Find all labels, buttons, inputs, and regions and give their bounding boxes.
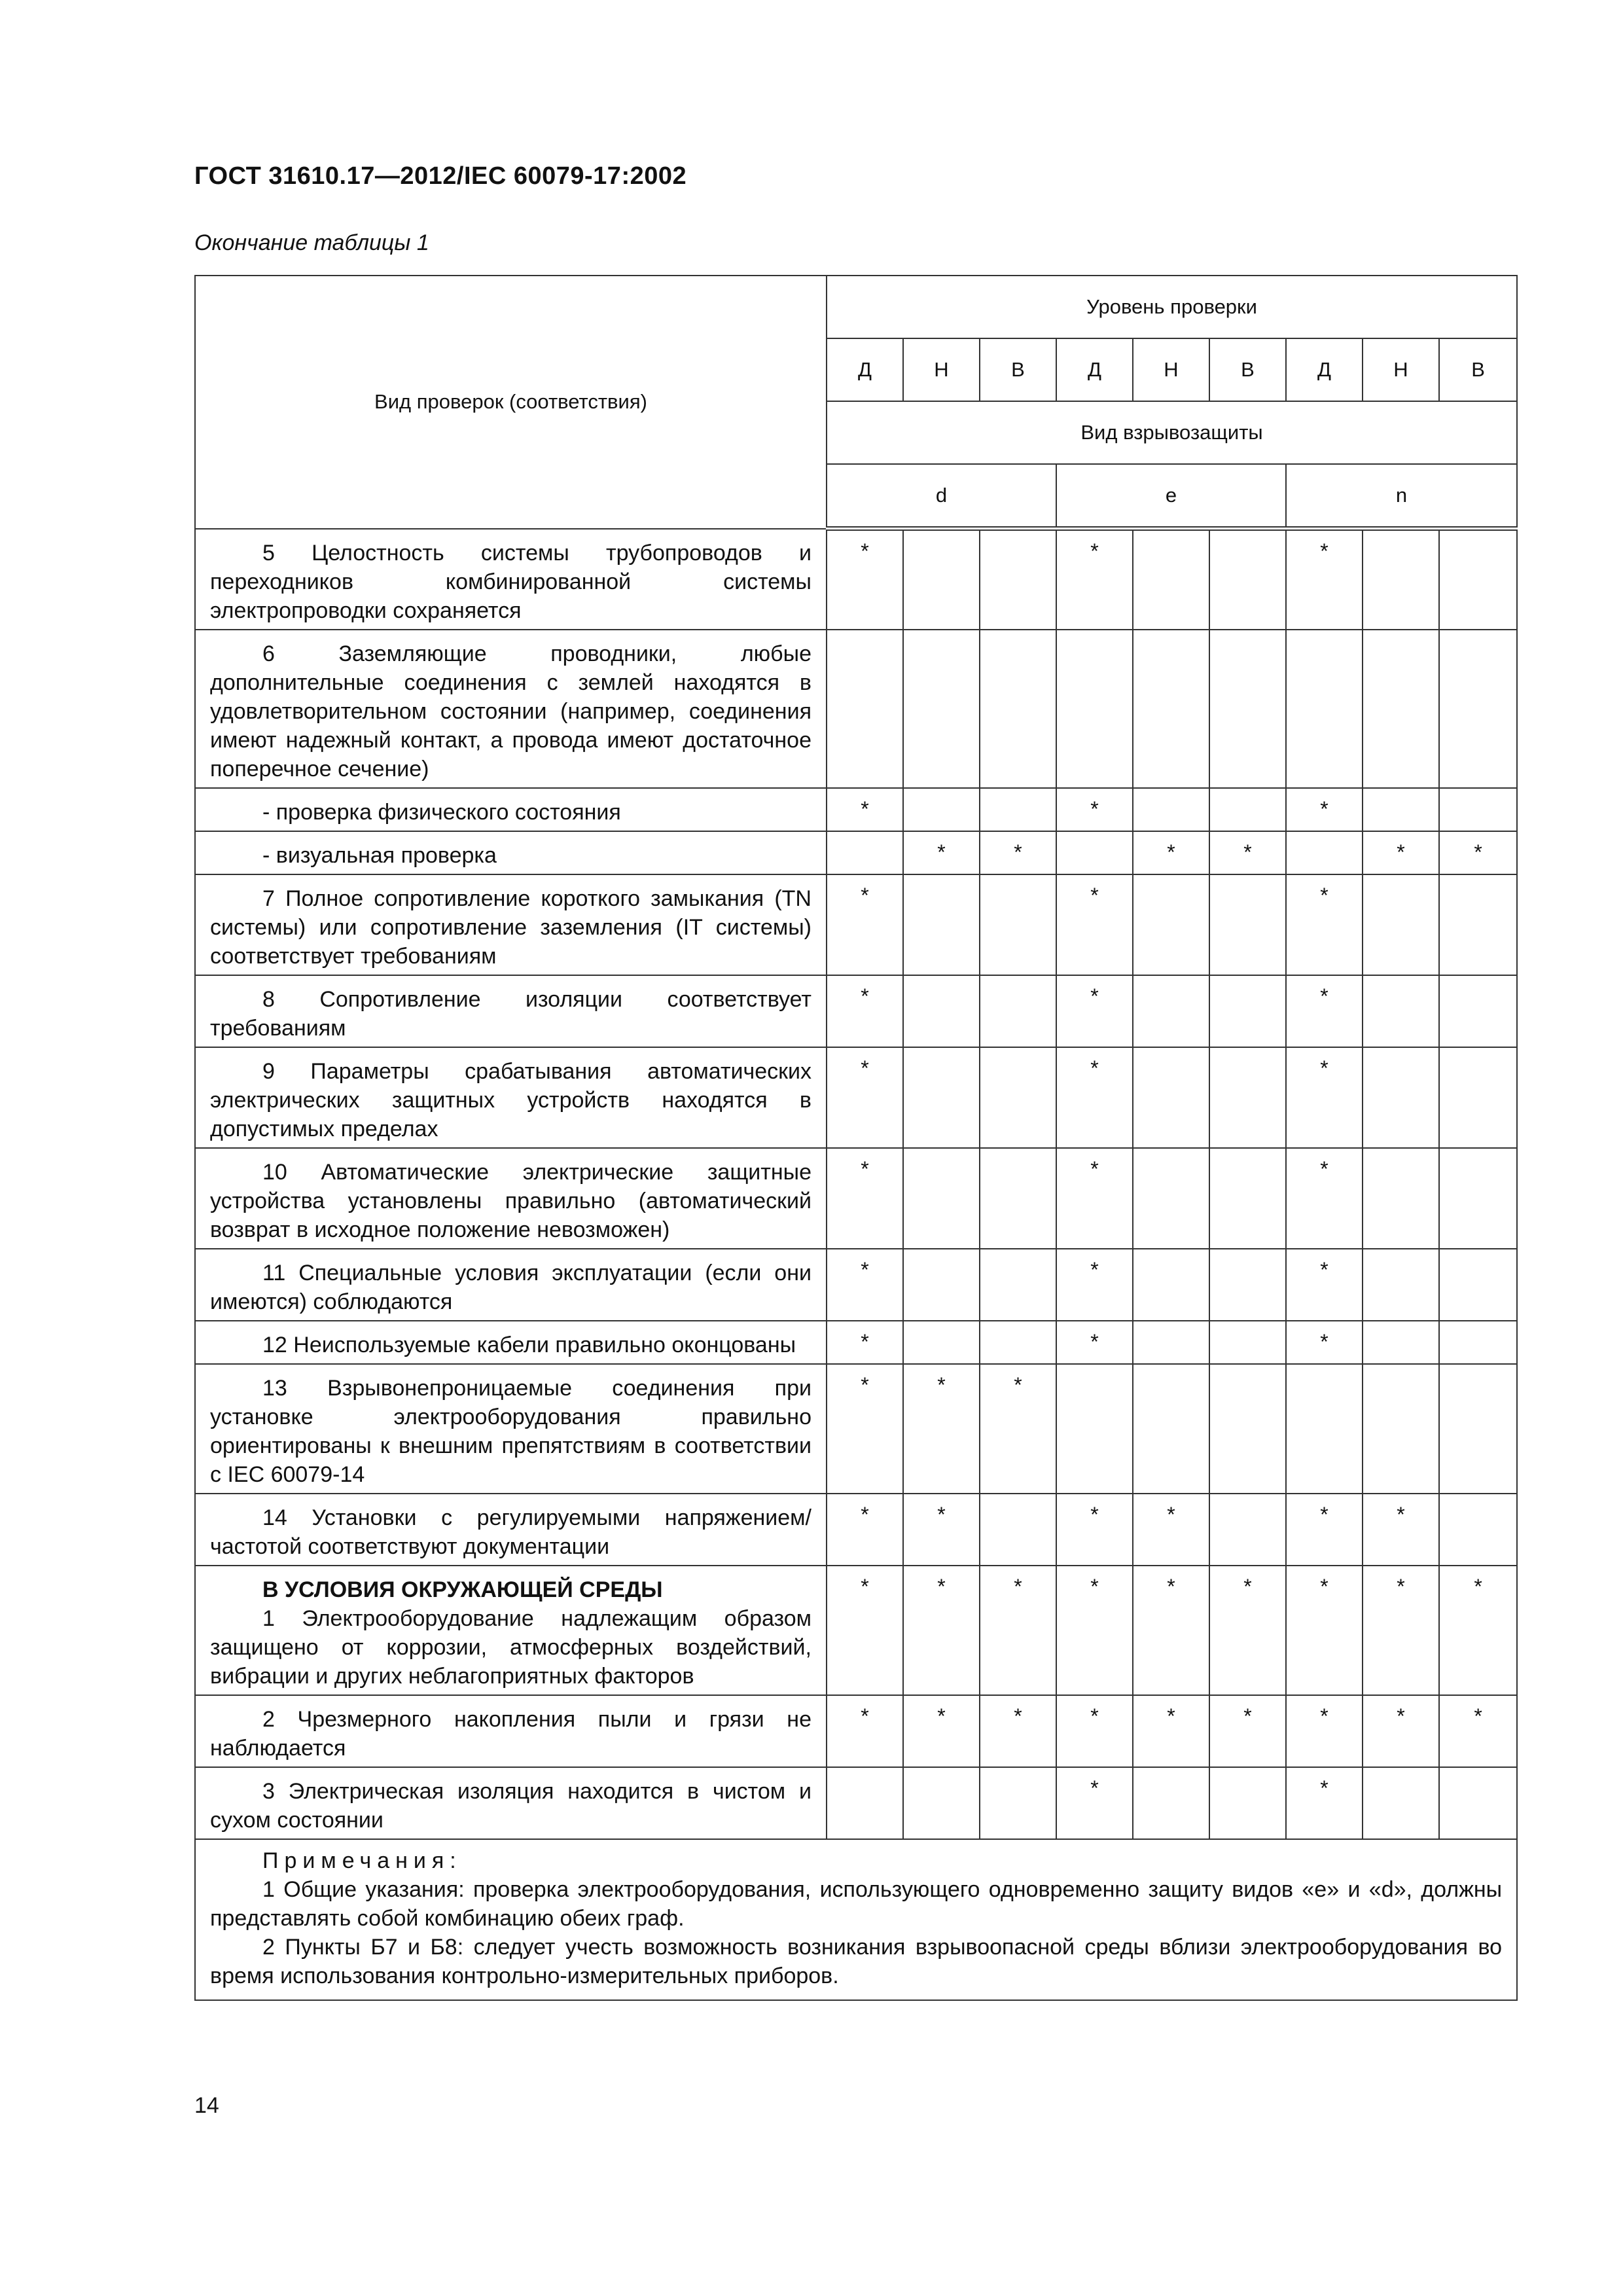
mark-cell <box>1133 788 1209 831</box>
table-row <box>195 788 1517 831</box>
note-item: 1 Общие указания: проверка электрооборудования, использующего одновременно защиту видов «е» и «d», должны представлять собой комбинацию обеих граф. <box>210 1876 1503 1931</box>
mark-cell: * <box>1056 1767 1133 1839</box>
mark-cell: * <box>1133 831 1209 874</box>
check-description <box>195 1695 827 1767</box>
column-title: Вид проверок (соответствия) <box>195 276 827 529</box>
mark-cell: * <box>1056 1148 1133 1249</box>
table-body <box>195 276 1517 2000</box>
table-row <box>195 1494 1517 1566</box>
mark-cell: * <box>1133 1695 1209 1767</box>
mark-cell <box>1439 1494 1517 1566</box>
mark-cell: * <box>1439 1566 1517 1695</box>
mark-cell <box>1363 1767 1439 1839</box>
check-text: 2 Чрезмерного накопления пыли и грязи не наблюдается <box>210 1706 812 1761</box>
mark-cell <box>1209 1767 1286 1839</box>
check-text: 8 Сопротивление изоляции соответствует требованиям <box>210 986 812 1041</box>
mark-cell: * <box>1286 529 1363 630</box>
mark-cell <box>1363 788 1439 831</box>
check-text: 9 Параметры срабатывания автоматических электрических защитных устройств находятся в допустимых пределах <box>210 1058 812 1141</box>
mark-cell: * <box>827 1148 903 1249</box>
mark-cell <box>980 1047 1056 1148</box>
mark-cell: * <box>903 1566 980 1695</box>
notes-block <box>195 1839 1517 2000</box>
mark-cell: * <box>827 1494 903 1566</box>
mark-cell <box>903 788 980 831</box>
protection-header: e <box>1056 464 1286 529</box>
mark-cell <box>1209 630 1286 788</box>
check-description <box>195 1767 827 1839</box>
mark-cell <box>1133 975 1209 1047</box>
mark-cell <box>980 1249 1056 1321</box>
level-header: Н <box>1363 338 1439 401</box>
check-description <box>195 1249 827 1321</box>
mark-cell <box>903 1148 980 1249</box>
mark-cell <box>1286 630 1363 788</box>
mark-cell <box>1133 529 1209 630</box>
mark-cell <box>980 1321 1056 1364</box>
mark-cell <box>1439 1767 1517 1839</box>
mark-cell: * <box>1133 1494 1209 1566</box>
mark-cell: * <box>1286 975 1363 1047</box>
mark-cell <box>1439 1148 1517 1249</box>
mark-cell: * <box>827 1249 903 1321</box>
mark-cell <box>1439 874 1517 975</box>
check-description <box>195 630 827 788</box>
document-header: ГОСТ 31610.17—2012/IEC 60079-17:2002 <box>194 162 687 190</box>
check-text: 12 Неиспользуемые кабели правильно оконцованы <box>262 1332 796 1357</box>
mark-cell: * <box>980 1566 1056 1695</box>
mark-cell <box>1209 529 1286 630</box>
inspection-table <box>194 275 1518 2001</box>
section-title: В УСЛОВИЯ ОКРУЖАЮЩЕЙ СРЕДЫ <box>262 1577 663 1602</box>
mark-cell: * <box>1056 1494 1133 1566</box>
table-row <box>195 874 1517 975</box>
level-header: Н <box>903 338 980 401</box>
mark-cell: * <box>903 831 980 874</box>
check-text: 6 Заземляющие проводники, любые дополнительные соединения с землей находятся в удовлетворительном состоянии (например, соединения имеют надежный контакт, а провода имеют достаточное поперечное сечение) <box>210 641 812 781</box>
check-text: 3 Электрическая изоляция находится в чистом и сухом состоянии <box>210 1778 812 1833</box>
check-text: 10 Автоматические электрические защитные устройства установлены правильно (автоматический возврат в исходное положение невозможен) <box>210 1159 812 1242</box>
mark-cell <box>1363 874 1439 975</box>
mark-cell <box>980 529 1056 630</box>
mark-cell: * <box>827 1321 903 1364</box>
table-row <box>195 630 1517 788</box>
check-description <box>195 1566 827 1695</box>
protection-header: d <box>827 464 1056 529</box>
mark-cell: * <box>1363 1494 1439 1566</box>
check-text: 5 Целостность системы трубопроводов и переходников комбинированной системы электропроводки сохраняется <box>210 540 812 623</box>
mark-cell: * <box>1056 1695 1133 1767</box>
mark-cell <box>903 529 980 630</box>
mark-cell <box>1056 630 1133 788</box>
check-description <box>195 1047 827 1148</box>
mark-cell: * <box>1056 529 1133 630</box>
mark-cell: * <box>1286 1767 1363 1839</box>
header-row-1 <box>195 276 1517 338</box>
mark-cell: * <box>1286 1695 1363 1767</box>
table-row <box>195 1364 1517 1494</box>
mark-cell: * <box>827 874 903 975</box>
mark-cell <box>980 975 1056 1047</box>
mark-cell <box>1439 788 1517 831</box>
level-header: Н <box>1133 338 1209 401</box>
notes-row <box>195 1839 1517 2000</box>
mark-cell: * <box>1056 1321 1133 1364</box>
mark-cell: * <box>903 1494 980 1566</box>
mark-cell <box>1439 975 1517 1047</box>
check-text: 11 Специальные условия эксплуатации (если они имеются) соблюдаются <box>210 1260 812 1314</box>
check-description <box>195 831 827 874</box>
check-description <box>195 874 827 975</box>
mark-cell <box>1133 1047 1209 1148</box>
check-text: 13 Взрывонепроницаемые соединения при установке электрооборудования правильно ориентированы к внешним препятствиям в соответствии с IEC 60079-14 <box>210 1375 812 1487</box>
page-number: 14 <box>194 2093 219 2118</box>
check-description <box>195 1364 827 1494</box>
mark-cell: * <box>827 975 903 1047</box>
mark-cell <box>1133 874 1209 975</box>
mark-cell <box>1133 1148 1209 1249</box>
mark-cell <box>980 1148 1056 1249</box>
mark-cell <box>1286 831 1363 874</box>
table-row <box>195 1695 1517 1767</box>
level-header: В <box>1209 338 1286 401</box>
mark-cell: * <box>1286 1249 1363 1321</box>
mark-cell <box>1363 1249 1439 1321</box>
mark-cell <box>1209 1047 1286 1148</box>
mark-cell: * <box>980 1695 1056 1767</box>
table-row <box>195 831 1517 874</box>
mark-cell <box>1363 529 1439 630</box>
mark-cell <box>1056 1364 1133 1494</box>
table-caption: Окончание таблицы 1 <box>194 230 429 255</box>
mark-cell: * <box>1209 1566 1286 1695</box>
mark-cell <box>1133 1249 1209 1321</box>
mark-cell: * <box>1439 831 1517 874</box>
notes-title: Примечания: <box>262 1848 462 1873</box>
table-row <box>195 1249 1517 1321</box>
level-header: В <box>980 338 1056 401</box>
mark-cell <box>903 1047 980 1148</box>
mark-cell <box>1439 1047 1517 1148</box>
mark-cell <box>827 831 903 874</box>
mark-cell <box>903 874 980 975</box>
check-text: 7 Полное сопротивление короткого замыкания (TN системы) или сопротивление заземления (IT системы) соответствует требованиям <box>210 886 812 969</box>
check-text: - проверка физического состояния <box>262 799 621 825</box>
mark-cell <box>1363 975 1439 1047</box>
mark-cell <box>1439 1364 1517 1494</box>
mark-cell <box>1363 1047 1439 1148</box>
mark-cell <box>980 1767 1056 1839</box>
table-row <box>195 1321 1517 1364</box>
mark-cell <box>1209 1321 1286 1364</box>
mark-cell: * <box>1209 831 1286 874</box>
mark-cell: * <box>1286 874 1363 975</box>
mark-cell: * <box>1363 831 1439 874</box>
check-description <box>195 1148 827 1249</box>
note-item: 2 Пункты Б7 и Б8: следует учесть возможность возникания взрывоопасной среды вблизи электрооборудования во время использования контрольно-измерительных приборов. <box>210 1934 1503 1988</box>
mark-cell: * <box>827 1047 903 1148</box>
mark-cell: * <box>827 788 903 831</box>
mark-cell <box>1209 1249 1286 1321</box>
mark-cell: * <box>827 1695 903 1767</box>
mark-cell <box>1209 1148 1286 1249</box>
mark-cell: * <box>1133 1566 1209 1695</box>
mark-cell <box>1209 874 1286 975</box>
mark-cell <box>1133 630 1209 788</box>
check-description <box>195 1494 827 1566</box>
level-title: Уровень проверки <box>827 276 1517 338</box>
check-text: - визуальная проверка <box>262 842 497 868</box>
mark-cell: * <box>827 529 903 630</box>
mark-cell <box>1209 1364 1286 1494</box>
mark-cell <box>980 630 1056 788</box>
level-header: Д <box>1286 338 1363 401</box>
mark-cell: * <box>1286 788 1363 831</box>
mark-cell <box>1363 1321 1439 1364</box>
mark-cell <box>1056 831 1133 874</box>
mark-cell: * <box>1363 1695 1439 1767</box>
mark-cell <box>903 1321 980 1364</box>
mark-cell: * <box>1056 1566 1133 1695</box>
level-header: Д <box>827 338 903 401</box>
table-row <box>195 529 1517 630</box>
mark-cell <box>980 1494 1056 1566</box>
mark-cell: * <box>1286 1148 1363 1249</box>
mark-cell: * <box>1056 874 1133 975</box>
mark-cell <box>827 630 903 788</box>
protection-title: Вид взрывозащиты <box>827 401 1517 464</box>
mark-cell <box>1363 1148 1439 1249</box>
mark-cell <box>1439 529 1517 630</box>
check-description <box>195 529 827 630</box>
mark-cell: * <box>827 1364 903 1494</box>
mark-cell <box>1209 1494 1286 1566</box>
check-text: 1 Электрооборудование надлежащим образом защищено от коррозии, атмосферных воздействий, вибрации и других неблагоприятных факторов <box>210 1605 812 1689</box>
check-description <box>195 788 827 831</box>
mark-cell: * <box>980 1364 1056 1494</box>
mark-cell <box>903 975 980 1047</box>
mark-cell <box>1439 1321 1517 1364</box>
check-text: 14 Установки с регулируемыми напряжением/частотой соответствуют документации <box>210 1505 812 1559</box>
table-row <box>195 1148 1517 1249</box>
mark-cell: * <box>980 831 1056 874</box>
mark-cell: * <box>1286 1321 1363 1364</box>
mark-cell <box>1363 1364 1439 1494</box>
mark-cell <box>980 874 1056 975</box>
table-row <box>195 1047 1517 1148</box>
mark-cell: * <box>1363 1566 1439 1695</box>
mark-cell: * <box>1439 1695 1517 1767</box>
mark-cell: * <box>1286 1047 1363 1148</box>
table-row <box>195 975 1517 1047</box>
check-description <box>195 1321 827 1364</box>
mark-cell <box>980 788 1056 831</box>
mark-cell: * <box>1056 1249 1133 1321</box>
mark-cell <box>1439 630 1517 788</box>
mark-cell: * <box>1209 1695 1286 1767</box>
mark-cell <box>1133 1364 1209 1494</box>
mark-cell <box>1286 1364 1363 1494</box>
mark-cell: * <box>1056 1047 1133 1148</box>
level-header: Д <box>1056 338 1133 401</box>
mark-cell: * <box>903 1364 980 1494</box>
protection-header: n <box>1286 464 1517 529</box>
mark-cell <box>903 630 980 788</box>
mark-cell: * <box>1056 975 1133 1047</box>
mark-cell: * <box>1056 788 1133 831</box>
mark-cell: * <box>827 1566 903 1695</box>
mark-cell: * <box>1286 1566 1363 1695</box>
table-row <box>195 1767 1517 1839</box>
mark-cell <box>1133 1321 1209 1364</box>
mark-cell <box>1363 630 1439 788</box>
mark-cell <box>903 1767 980 1839</box>
mark-cell: * <box>1286 1494 1363 1566</box>
mark-cell <box>827 1767 903 1839</box>
level-header: В <box>1439 338 1517 401</box>
check-description <box>195 975 827 1047</box>
mark-cell <box>903 1249 980 1321</box>
mark-cell <box>1209 975 1286 1047</box>
mark-cell: * <box>903 1695 980 1767</box>
mark-cell <box>1133 1767 1209 1839</box>
mark-cell <box>1439 1249 1517 1321</box>
table-row <box>195 1566 1517 1695</box>
mark-cell <box>1209 788 1286 831</box>
